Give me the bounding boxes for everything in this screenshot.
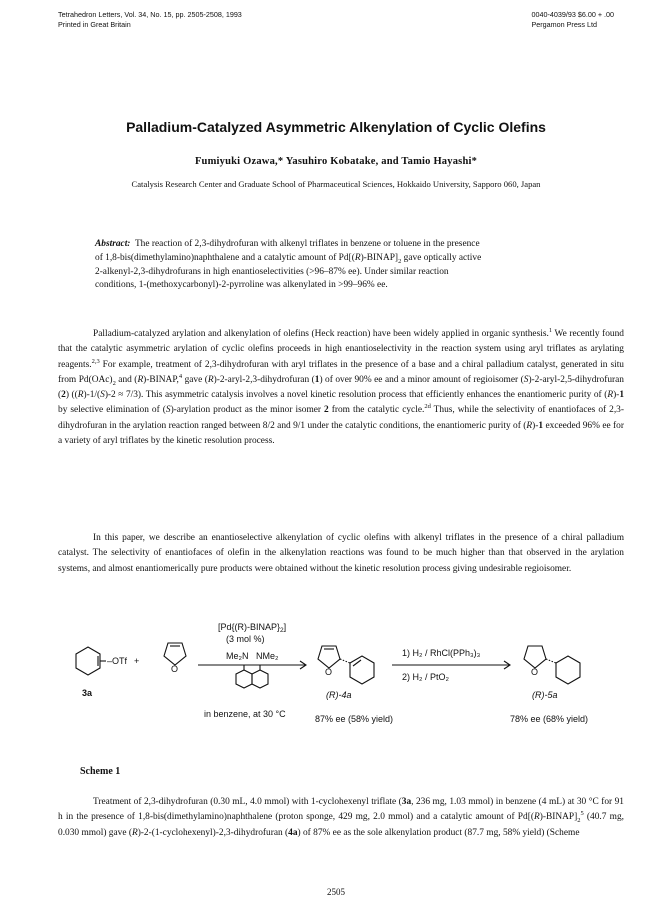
body-text: 2 bbox=[324, 405, 329, 416]
body-text: gave ( bbox=[182, 374, 208, 385]
body-text: Treatment of 2,3-dihydrofuran (0.30 mL, 4.0 mmol) with 1-cyclohexenyl triflate ( bbox=[93, 797, 402, 807]
body-text: 1 bbox=[619, 390, 624, 401]
reference-mark: 5 bbox=[580, 810, 584, 818]
compound-3a-label: 3a bbox=[82, 688, 93, 698]
dimethylamino-left: Me₂N bbox=[226, 651, 249, 661]
reference-mark: 1 bbox=[548, 326, 553, 334]
body-text: 2 bbox=[61, 390, 66, 401]
hydrogenation-step-2: 2) H₂ / PtO₂ bbox=[402, 672, 449, 682]
paper-title: Palladium-Catalyzed Asymmetric Alkenylation of Cyclic Olefins bbox=[126, 119, 546, 135]
reference-mark: 2d bbox=[424, 403, 431, 411]
catalyst-label: $[Pd\{(R)-BINAP\}_2]$ bbox=[218, 622, 287, 634]
abstract-text: gave optically active bbox=[401, 252, 482, 263]
plus-sign: + bbox=[134, 656, 140, 666]
proton-sponge-naphthalene bbox=[236, 670, 252, 688]
body-text: R bbox=[77, 390, 84, 401]
body-text: Thus, while the selectivity of enantiofaces of 2,3-dihydrofuran in the arylation reaction ranged between 8/2 and 9/1 under the catalytic conditions, the enantiomeric purity of ( bbox=[58, 405, 624, 431]
body-text: For example, treatment of 2,3-dihydrofuran with aryl triflates in the presence of a base and a chiral palladium catalyst, generated in situ from Pd(OAc) bbox=[58, 359, 624, 385]
affiliation: Catalysis Research Center and Graduate School of Pharmaceutical Sciences, Hokkaido University, Sapporo 060, Japan bbox=[131, 179, 541, 189]
abstract bbox=[95, 238, 585, 293]
abstract-label: Abstract: bbox=[95, 239, 131, 249]
reaction-scheme bbox=[58, 610, 624, 800]
intro-paragraph bbox=[58, 327, 624, 449]
body-text: S bbox=[523, 374, 529, 385]
scheme-label: Scheme 1 bbox=[80, 766, 121, 777]
body-text: We recently found that the catalytic asymmetric arylation of cyclic olefins proceeds in high enantioselectivity in the reaction system using aryl triflates as arylating reagents. bbox=[58, 329, 624, 370]
journal-citation: Tetrahedron Letters, Vol. 34, No. 15, pp. 2505-2508, 1993 bbox=[58, 10, 242, 19]
author-list: Fumiyuki Ozawa,* Yasuhiro Kobatake, and Tamio Hayashi* bbox=[194, 156, 478, 167]
stereo-descriptor: R bbox=[354, 252, 361, 263]
body-text: R bbox=[607, 390, 614, 401]
body-text: )- bbox=[532, 420, 539, 431]
body-text: 2 bbox=[112, 379, 116, 387]
reference-mark: 2,3 bbox=[91, 357, 100, 365]
body-text: Palladium-catalyzed arylation and alkenylation of olefins (Heck reaction) have been widely applied in organic synthesis. bbox=[93, 329, 549, 339]
product-5a-cyclohexane bbox=[556, 656, 580, 684]
body-text: R bbox=[207, 374, 214, 385]
hydrogenation-step-1: 1) H₂ / RhCl(PPh₃)₃ bbox=[402, 648, 481, 658]
body-paragraph bbox=[58, 531, 624, 577]
publisher-header bbox=[531, 10, 614, 30]
product-4a-label: (R)-4a bbox=[326, 690, 352, 700]
experimental-paragraph bbox=[58, 795, 624, 841]
body-text: )-arylation product as the minor isomer bbox=[170, 405, 325, 416]
body-text: )-BINAP] bbox=[539, 812, 578, 823]
body-text: from the catalytic cycle. bbox=[328, 405, 425, 416]
body-text: )-2-aryl-2,3-dihydrofuran ( bbox=[213, 374, 315, 385]
body-text: 1 bbox=[314, 374, 320, 385]
body-text: by selective elimination of ( bbox=[58, 405, 166, 416]
body-text: R bbox=[526, 420, 533, 431]
page-number: 2505 bbox=[327, 887, 345, 897]
body-text: S bbox=[100, 390, 105, 401]
body-text: and ( bbox=[115, 374, 138, 385]
paragraph-text: In this paper, we describe an enantioselective alkenylation of cyclic olefins with alkenyl triflates in the presence of a chiral palladium catalyst. The selectivity of enantiofaces of olefin in the alkenylation reactions was found to be much higher than that observed in the arylation systems, and almost enantiomerically pure products were obtained without the kinetic resolution process giving undesirable regioisomer. bbox=[58, 533, 624, 574]
abstract-line: The reaction of 2,3-dihydrofuran with alkenyl triflates in benzene or toluene in the presence bbox=[134, 239, 480, 249]
body-text: R bbox=[137, 374, 144, 385]
product-5a-tetrahydrofuran bbox=[524, 646, 546, 668]
abstract-line: of 1,8-bis(dimethylamino)naphthalene and a catalytic amount of Pd[( bbox=[95, 252, 355, 263]
product-4a-oxygen: O bbox=[325, 667, 333, 677]
product-5a-label: (R)-5a bbox=[532, 690, 558, 700]
printed-in: Printed in Great Britain bbox=[58, 20, 131, 29]
body-text: 3a bbox=[401, 797, 412, 807]
body-text: 2 bbox=[577, 817, 581, 825]
body-text: )- bbox=[613, 390, 620, 401]
reaction-conditions: in benzene, at 30 °C bbox=[204, 709, 286, 719]
body-text: )-BINAP, bbox=[143, 374, 179, 385]
journal-header bbox=[58, 10, 242, 30]
product-4a-yield: 87% ee (58% yield) bbox=[315, 714, 394, 724]
body-text: , 236 mg, 1.03 mmol) in benzene (4 mL) at 30 °C for 91 h in the presence of 1,8-bis(dimethylamino)naphthalene (proton sponge, 429 mg, 2.0 mmol) and a catalytic amount of Pd[( bbox=[58, 797, 624, 823]
body-text: )-2-aryl-2,5-dihydrofuran ( bbox=[58, 374, 624, 401]
furan-oxygen: O bbox=[171, 664, 179, 674]
product-4a-cyclohexene bbox=[350, 656, 374, 684]
body-text: S bbox=[165, 405, 171, 416]
body-text: )-1/( bbox=[83, 390, 101, 401]
product-5a-yield: 78% ee (68% yield) bbox=[510, 714, 589, 724]
product-5a-oxygen: O bbox=[531, 667, 539, 677]
body-text: (40.7 mg, 0.030 mmol) gave ( bbox=[58, 812, 624, 838]
issn-price: 0040-4039/93 $6.00 + .00 bbox=[531, 10, 614, 19]
body-text: ) of over 90% ee and a minor amount of regioisomer ( bbox=[319, 374, 524, 385]
catalyst-loading: (3 mol %) bbox=[226, 634, 265, 644]
abstract-text: )-BINAP] bbox=[360, 252, 399, 263]
body-text: )-2 ≈ 7/3). This asymmetric catalysis involves a novel kinetic resolution process that efficiently enhances the enantiomeric purity of ( bbox=[104, 390, 608, 401]
triflate-label: –OTf bbox=[107, 656, 128, 666]
body-text: R bbox=[131, 827, 138, 838]
body-text: 1 bbox=[538, 420, 544, 431]
abstract-line: conditions, 1-(methoxycarbonyl)-2-pyrroline was alkenylated in >99–96% ee. bbox=[95, 280, 388, 291]
subscript: 2 bbox=[398, 257, 402, 265]
dimethylamino-right: NMe₂ bbox=[256, 651, 279, 661]
body-text: ) (( bbox=[65, 390, 78, 401]
body-text: 4a bbox=[288, 827, 298, 838]
body-text: exceeded 96% ee for a variety of aryl triflates by the kinetic resolution process. bbox=[58, 420, 624, 447]
body-text: ) of 87% ee as the sole alkenylation product (87.7 mg, 58% yield) (Scheme bbox=[297, 827, 580, 838]
abstract-line: 2-alkenyl-2,3-dihydrofurans in high enantioselectivities (>96–87% ee). Under similar reaction bbox=[95, 266, 449, 277]
publisher: Pergamon Press Ltd bbox=[531, 20, 597, 29]
reference-mark: 4 bbox=[178, 372, 183, 380]
cyclohexene-ring bbox=[76, 647, 100, 675]
body-text: R bbox=[533, 812, 540, 823]
body-text: )-2-(1-cyclohexenyl)-2,3-dihydrofuran ( bbox=[137, 827, 289, 838]
